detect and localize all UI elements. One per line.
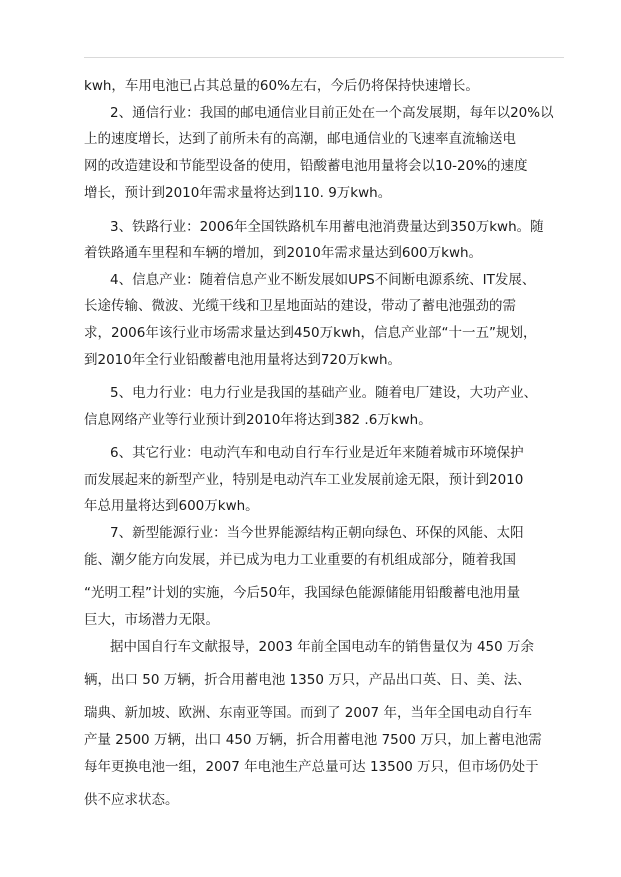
text-line: 6、其它行业：电动汽车和电动自行车行业是近年来随着城市环境保护 [110, 445, 524, 461]
text-line: 据中国自行车文献报导，2003 年前全国电动车的销售量仅为 450 万余 [110, 639, 534, 655]
header-divider [84, 57, 564, 58]
text-line: 能、潮夕能方向发展，并已成为电力工业重要的有机组成部分，随着我国 [84, 552, 516, 568]
text-line: 长途传输、微波、光缆干线和卫星地面站的建设，带动了蓄电池强劲的需 [84, 298, 516, 314]
text-line: “光明工程”计划的实施，今后50年，我国绿色能源储能用铅酸蓄电池用量 [84, 585, 521, 601]
text-line: 而发展起来的新型产业，特别是电动汽车工业发展前途无限，预计到2010 [84, 472, 524, 488]
text-line: 5、电力行业：电力行业是我国的基础产业。随着电厂建设，大功产业、 [110, 385, 538, 401]
text-line: 上的速度增长，达到了前所未有的高潮，邮电通信业的飞速率直流输送电 [84, 131, 516, 147]
text-line: 巨大，市场潜力无限。 [84, 612, 219, 628]
text-line: 供不应求状态。 [84, 792, 179, 808]
text-line: 每年更换电池一组，2007 年电池生产总量可达 13500 万只，但市场仍处于 [84, 759, 539, 775]
text-line: 求，2006年该行业市场需求量达到450万kwh，信息产业部“十一五”规划， [84, 325, 537, 341]
text-line: 到2010年全行业铅酸蓄电池用量将达到720万kwh。 [84, 352, 402, 368]
text-line: 辆，出口 50 万辆，折合用蓄电池 1350 万只，产品出口英、日、美、法、 [84, 672, 531, 688]
text-line: 信息网络产业等行业预计到2010年将达到382 .6万kwh。 [84, 412, 432, 428]
text-line: 4、信息产业：随着信息产业不断发展如UPS不间断电源系统、IT发展、 [110, 272, 536, 288]
text-line: 年总用量将达到600万kwh。 [84, 498, 259, 514]
text-line: 7、新型能源行业：当今世界能源结构正朝向绿色、环保的风能、太阳 [110, 525, 524, 541]
text-line: 3、铁路行业：2006年全国铁路机车用蓄电池消费量达到350万kwh。随 [110, 219, 544, 235]
text-line: 增长，预计到2010年需求量将达到110. 9万kwh。 [84, 185, 392, 201]
text-line: 2、通信行业：我国的邮电通信业目前正处在一个高发展期，每年以20%以 [110, 105, 554, 121]
text-line: 着铁路通车里程和车辆的增加，到2010年需求量达到600万kwh。 [84, 245, 483, 261]
text-line: 瑞典、新加坡、欧洲、东南亚等国。而到了 2007 年，当年全国电动自行车 [84, 705, 532, 721]
text-line: 产量 2500 万辆，出口 450 万辆，折合用蓄电池 7500 万只，加上蓄电池需 [84, 732, 542, 748]
text-line: kwh，车用电池已占其总量的60%左右，今后仍将保持快速增长。 [84, 78, 479, 94]
text-line: 网的改造建设和节能型设备的使用，铅酸蓄电池用量将会以10-20%的速度 [84, 158, 528, 174]
